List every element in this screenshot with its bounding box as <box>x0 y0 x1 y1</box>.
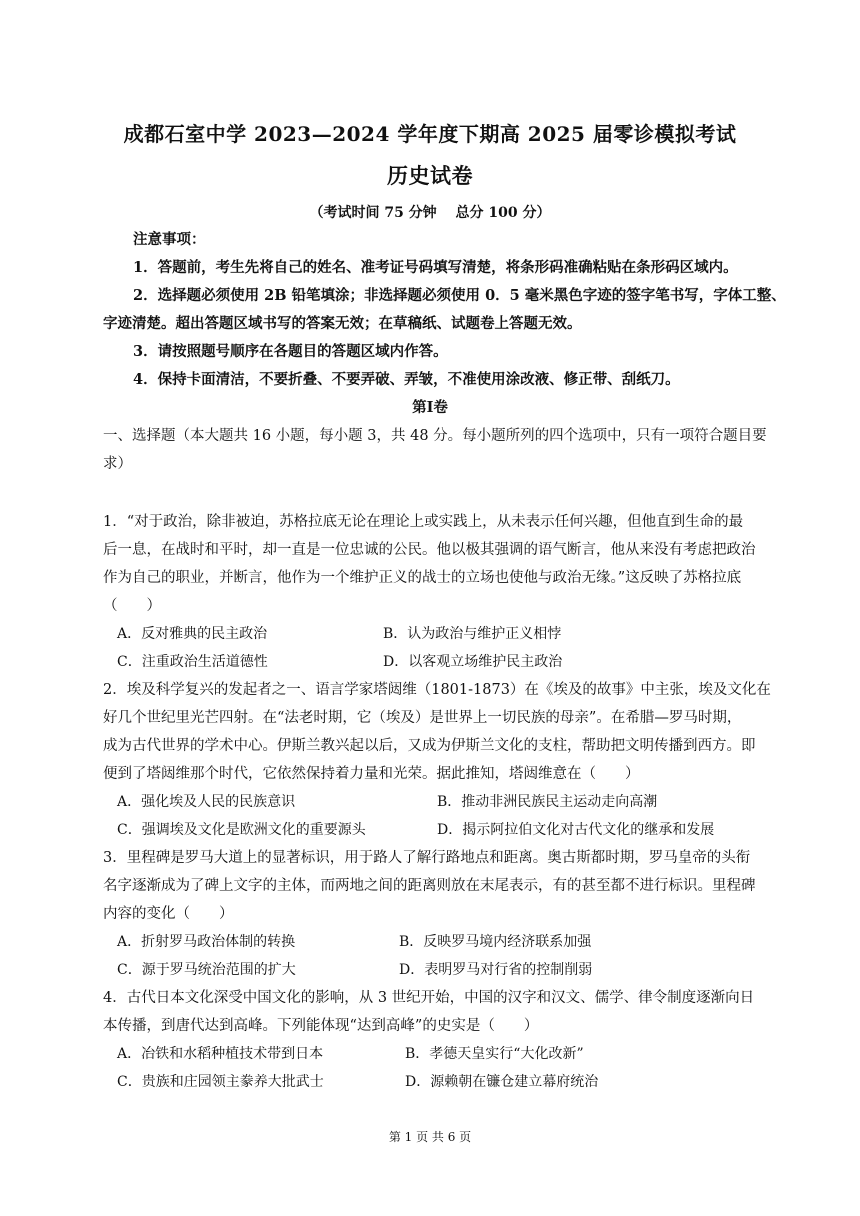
option-d: D．表明罗马对行省的控制削弱 <box>399 962 593 978</box>
section-instruction: 求） <box>103 456 132 472</box>
option-a: A．反对雅典的民主政治 <box>117 626 268 642</box>
question-text: 好几个世纪里光芒四射。在“法老时期，它（埃及）是世界上一切民族的母亲”。在希腊—罗马时期， <box>103 710 742 726</box>
subject-title: 历史试卷 <box>387 163 473 188</box>
option-b: B．认为政治与维护正义相悖 <box>383 626 562 642</box>
volume-heading: 第Ⅰ卷 <box>412 399 448 416</box>
option-c: C．注重政治生活道德性 <box>117 654 268 670</box>
notice-item: 3．请按照题号顺序在各题目的答题区域内作答。 <box>133 343 448 360</box>
option-c: C．源于罗马统治范围的扩大 <box>117 962 296 978</box>
option-b: B．反映罗马境内经济联系加强 <box>399 934 592 950</box>
notice-item: 4．保持卡面清洁，不要折叠、不要弄破、弄皱，不准使用涂改液、修正带、刮纸刀。 <box>133 371 680 388</box>
question-text: 成为古代世界的学术中心。伊斯兰教兴起以后，又成为伊斯兰文化的支柱，帮助把文明传播到西方。即 <box>103 738 756 754</box>
option-a: A．强化埃及人民的民族意识 <box>117 794 296 810</box>
option-a: A．折射罗马政治体制的转换 <box>117 934 296 950</box>
notice-item: 2．选择题必须使用 2B 铅笔填涂；非选择题必须使用 0．5 毫米黑色字迹的签字笔书写，字体工整、 <box>133 287 786 304</box>
question-text: 后一息，在战时和平时，却一直是一位忠诚的公民。他以极其强调的语气断言，他从来没有考虑把政治 <box>103 542 756 558</box>
question-text: 1．“对于政治，除非被迫，苏格拉底无论在理论上或实践上，从未表示任何兴趣，但他直到生命的最 <box>103 514 744 530</box>
question-text: 4．古代日本文化深受中国文化的影响，从 3 世纪开始，中国的汉字和汉文、儒学、律令制度逐渐向日 <box>103 990 755 1006</box>
question-text: 便到了塔闼维那个时代，它依然保持着力量和光荣。据此推知，塔闼维意在（ ） <box>103 766 640 782</box>
exam-title: 成都石室中学 2023—2024 学年度下期高 2025 届零诊模拟考试 <box>123 122 737 146</box>
notice-item: 1．答题前，考生先将自己的姓名、准考证号码填写清楚，将条形码准确粘贴在条形码区域内。 <box>133 259 738 276</box>
option-c: C．贵族和庄园领主豢养大批武士 <box>117 1074 324 1090</box>
option-a: A．冶铁和水稻种植技术带到日本 <box>117 1046 324 1062</box>
question-text: 2．埃及科学复兴的发起者之一、语言学家塔闼维（1801-1873）在《埃及的故事》中主张，埃及文化在 <box>103 682 771 698</box>
notice-item: 字迹清楚。超出答题区域书写的答案无效；在草稿纸、试题卷上答题无效。 <box>103 315 582 332</box>
option-d: D．揭示阿拉伯文化对古代文化的继承和发展 <box>437 822 715 838</box>
option-b: B．推动非洲民族民主运动走向高潮 <box>437 794 658 810</box>
exam-info: （考试时间 75 分钟 总分 100 分） <box>309 205 551 221</box>
question-text: 作为自己的职业，并断言，他作为一个维护正义的战士的立场也使他与政治无缘。”这反映了苏格拉底 <box>103 570 742 586</box>
section-instruction: 一、选择题（本大题共 16 小题，每小题 3，共 48 分。每小题所列的四个选项中，只有一项符合题目要 <box>103 428 767 444</box>
question-text: （ ） <box>103 598 161 614</box>
option-d: D．以客观立场维护民主政治 <box>383 654 563 670</box>
option-c: C．强调埃及文化是欧洲文化的重要源头 <box>117 822 366 838</box>
page-number: 第 1 页 共 6 页 <box>388 1130 472 1144</box>
question-text: 名字逐渐成为了碑上文字的主体，而两地之间的距离则放在末尾表示，有的甚至都不进行标识。里程碑 <box>103 878 756 894</box>
notice-heading: 注意事项： <box>133 231 206 248</box>
option-b: B．孝德天皇实行“大化改新” <box>405 1046 584 1062</box>
question-text: 3．里程碑是罗马大道上的显著标识，用于路人了解行路地点和距离。奥古斯都时期，罗马皇帝的头衔 <box>103 850 751 866</box>
question-text: 本传播，到唐代达到高峰。下列能体现“达到高峰”的史实是（ ） <box>103 1018 539 1034</box>
question-text: 内容的变化（ ） <box>103 906 234 922</box>
option-d: D．源赖朝在镰仓建立幕府统治 <box>405 1074 599 1090</box>
